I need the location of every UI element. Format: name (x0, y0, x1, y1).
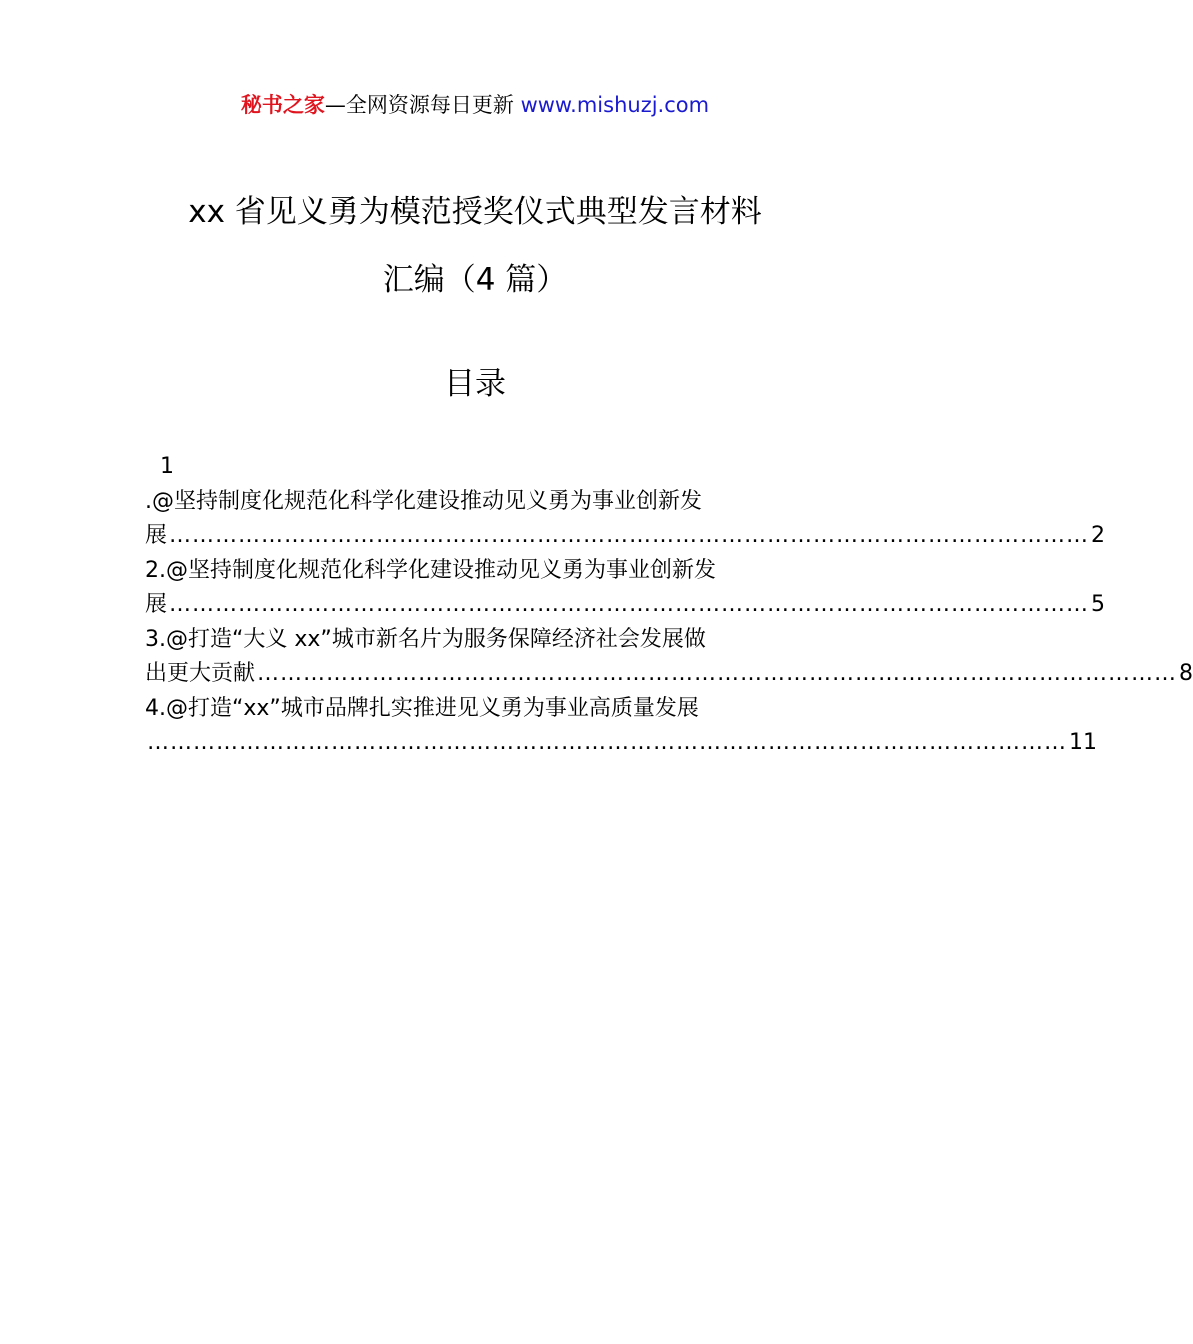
dot-leader: ………………………………………………………………………………………………………… (147, 730, 1067, 755)
toc-entry-1-page: 2 (1091, 523, 1106, 548)
table-of-contents (145, 450, 1193, 761)
toc-entry-3-leader[interactable] (145, 657, 1193, 692)
site-url[interactable]: www.mishuzj.com (520, 93, 710, 117)
toc-heading: 目录 (444, 366, 506, 402)
toc-entry-3-text-end: 出更大贡献 (145, 661, 256, 686)
watermark-header (0, 88, 950, 122)
toc-entry-2-page: 5 (1091, 592, 1106, 617)
toc-entry-1-leader[interactable] (145, 519, 1106, 554)
dot-leader: ………………………………………………………………………………………………………… (257, 661, 1178, 686)
toc-entry-4-text[interactable]: 4.@打造“xx”城市品牌扎实推进见义勇为事业高质量发展 (145, 695, 699, 721)
toc-entry-4-leader[interactable] (145, 726, 1097, 761)
dot-leader: ………………………………………………………………………………………………………… (169, 592, 1090, 617)
brand-name: 秘书之家 (240, 93, 325, 117)
toc-entry-1-text-end: 展 (145, 523, 168, 548)
document-title-line-2: 汇编（4 篇） (382, 262, 568, 298)
toc-entry-1-number: 1 (160, 454, 174, 479)
toc-entry-4-page: 11 (1069, 730, 1097, 755)
dot-leader: ………………………………………………………………………………………………………… (169, 523, 1090, 548)
toc-entry-3-page: 8 (1179, 661, 1193, 686)
toc-entry-1-text[interactable]: .@坚持制度化规范化科学化建设推动见义勇为事业创新发 (145, 488, 702, 514)
toc-entry-2-text[interactable]: 2.@坚持制度化规范化科学化建设推动见义勇为事业创新发 (145, 557, 716, 583)
toc-entry-2-leader[interactable] (145, 588, 1106, 623)
document-title-line-1: xx 省见义勇为模范授奖仪式典型发言材料 (188, 194, 762, 230)
header-tagline: —全网资源每日更新 (324, 93, 521, 117)
toc-entry-2-text-end: 展 (145, 592, 168, 617)
toc-entry-3-text[interactable]: 3.@打造“大义 xx”城市新名片为服务保障经济社会发展做 (145, 626, 706, 652)
